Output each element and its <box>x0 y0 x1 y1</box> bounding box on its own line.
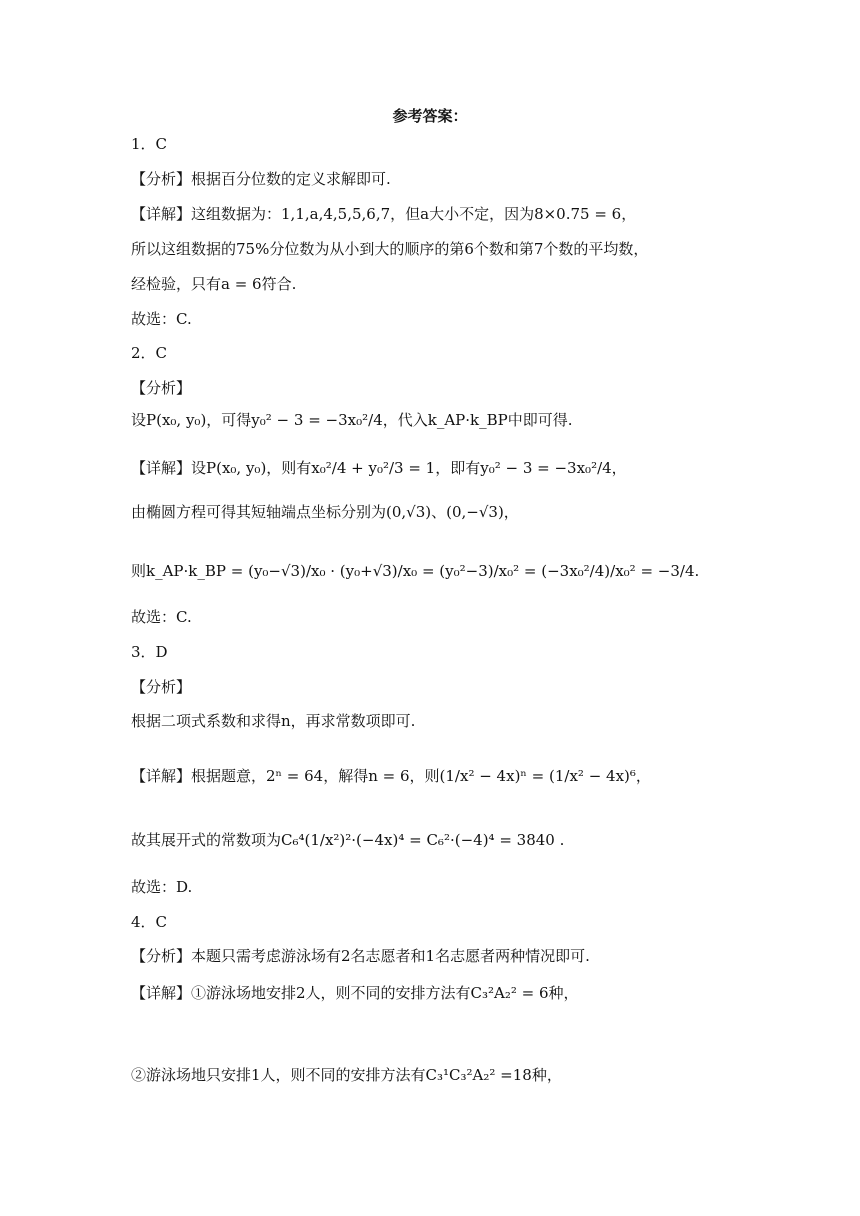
q2-analysis: 设P(x₀, y₀)，可得y₀² − 3 = −3x₀²/4，代入k_AP·k_BP中即可得. <box>131 411 573 429</box>
q1-detail-a: 【详解】这组数据为：1,1,a,4,5,5,6,7，但a大小不定，因为8×0.75 = 6， <box>131 205 637 223</box>
q2-detail-c: 则k_AP·k_BP = (y₀−√3)/x₀ · (y₀+√3)/x₀ = (y₀²−3)/x₀² = (−3x₀²/4)/x₀² = −3/4. <box>131 562 700 580</box>
q2-number: 2．C <box>131 344 168 362</box>
q4-number: 4．C <box>131 913 168 931</box>
q1-choice: 故选：C. <box>131 310 192 328</box>
page-title: 参考答案： <box>392 107 468 125</box>
q2-detail-a: 【详解】设P(x₀, y₀)，则有x₀²/4 + y₀²/3 = 1，即有y₀² − 3 = −3x₀²/4， <box>131 459 627 477</box>
q3-detail-b: 故其展开式的常数项为C₆⁴(1/x²)²·(−4x)⁴ = C₆²·(−4)⁴ = 3840 . <box>131 831 565 849</box>
q4-detail-a: 【详解】①游泳场地安排2人，则不同的安排方法有C₃²A₂² = 6种， <box>131 984 579 1002</box>
q2-detail-b: 由椭圆方程可得其短轴端点坐标分别为(0,√3)、(0,−√3)， <box>131 503 519 521</box>
q1-number: 1．C <box>131 135 168 153</box>
q3-detail-a: 【详解】根据题意，2ⁿ = 64，解得n = 6，则(1/x² − 4x)ⁿ = (1/x² − 4x)⁶， <box>131 767 651 785</box>
q1-detail-c: 经检验，只有a = 6符合. <box>131 275 297 293</box>
q3-analysis-head: 【分析】 <box>131 678 192 696</box>
q1-detail-b: 所以这组数据的75%分位数为从小到大的顺序的第6个数和第7个数的平均数， <box>131 240 649 258</box>
q2-choice: 故选：C. <box>131 608 192 626</box>
q4-detail-b: ②游泳场地只安排1人，则不同的安排方法有C₃¹C₃²A₂² =18种， <box>131 1066 562 1084</box>
q3-number: 3．D <box>131 643 168 661</box>
q4-analysis: 【分析】本题只需考虑游泳场有2名志愿者和1名志愿者两种情况即可. <box>131 947 590 965</box>
q3-analysis: 根据二项式系数和求得n，再求常数项即可. <box>131 712 416 730</box>
q3-choice: 故选：D. <box>131 878 193 896</box>
q2-analysis-head: 【分析】 <box>131 379 192 397</box>
q1-analysis: 【分析】根据百分位数的定义求解即可. <box>131 170 391 188</box>
